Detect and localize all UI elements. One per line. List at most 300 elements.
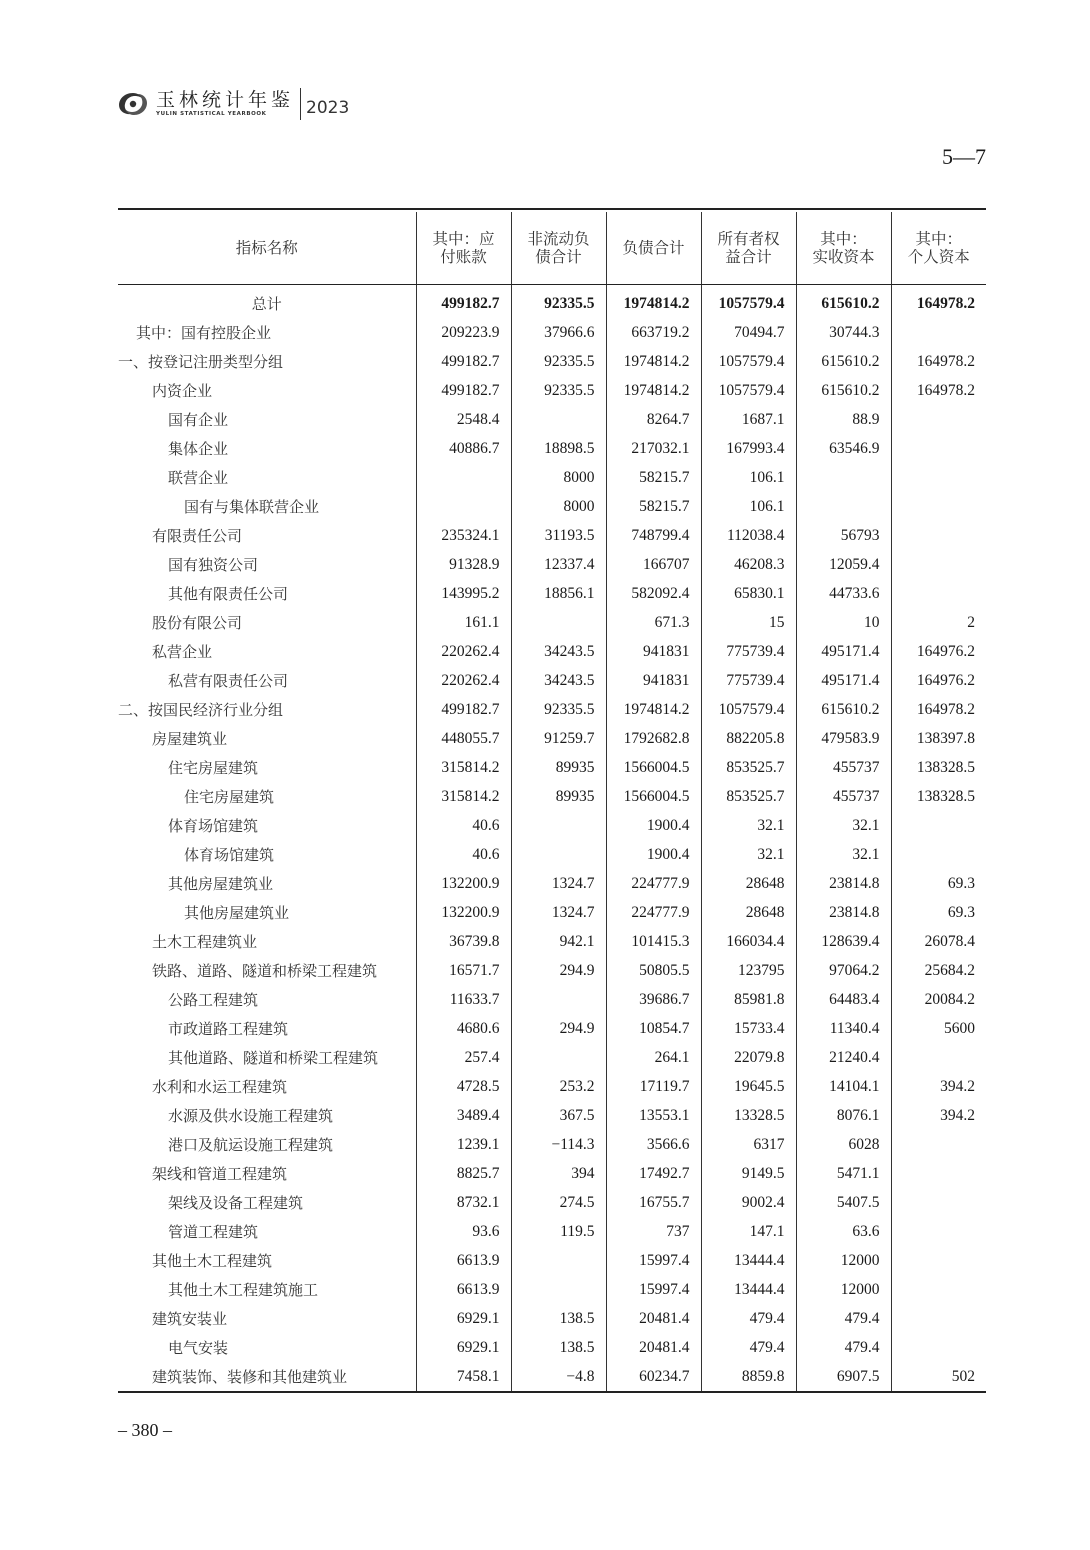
table-row — [118, 956, 986, 985]
cell-value: 60234.7 — [606, 1362, 701, 1392]
yearbook-year: 2023 — [306, 98, 350, 118]
cell-value: 499182.7 — [416, 695, 511, 724]
cell-value: 92335.5 — [511, 285, 606, 319]
table-row — [118, 724, 986, 753]
table-header-row — [118, 212, 986, 285]
cell-value: 106.1 — [701, 492, 796, 521]
cell-value: 128639.4 — [796, 927, 891, 956]
cell-value: 1974814.2 — [606, 285, 701, 319]
cell-value: 5600 — [891, 1014, 986, 1043]
cell-value: 138328.5 — [891, 753, 986, 782]
cell-value: 15 — [701, 608, 796, 637]
cell-value: 1900.4 — [606, 811, 701, 840]
column-header-line: 付账款 — [440, 248, 487, 266]
cell-value: 20084.2 — [891, 985, 986, 1014]
cell-value: 2548.4 — [416, 405, 511, 434]
cell-value: 164976.2 — [891, 666, 986, 695]
row-label: 股份有限公司 — [152, 614, 243, 632]
cell-value: 6317 — [701, 1130, 796, 1159]
cell-value: 20481.4 — [606, 1333, 701, 1362]
cell-value — [891, 463, 986, 492]
table-row — [118, 1159, 986, 1188]
cell-value: 88.9 — [796, 405, 891, 434]
table-row — [118, 666, 986, 695]
cell-value: 32.1 — [796, 840, 891, 869]
cell-value: 132200.9 — [416, 898, 511, 927]
cell-value: 9149.5 — [701, 1159, 796, 1188]
cell-value: 36739.8 — [416, 927, 511, 956]
cell-value: 15997.4 — [606, 1275, 701, 1304]
cell-value: 1687.1 — [701, 405, 796, 434]
cell-value: 138.5 — [511, 1333, 606, 1362]
row-label: 其他土木工程建筑施工 — [168, 1281, 319, 1299]
cell-value — [891, 1275, 986, 1304]
cell-value: 15733.4 — [701, 1014, 796, 1043]
cell-value: 16755.7 — [606, 1188, 701, 1217]
cell-value: 64483.4 — [796, 985, 891, 1014]
cell-value: 21240.4 — [796, 1043, 891, 1072]
cell-value: 3489.4 — [416, 1101, 511, 1130]
cell-value: −114.3 — [511, 1130, 606, 1159]
column-header-line: 其中： — [915, 230, 962, 248]
cell-value: 18856.1 — [511, 579, 606, 608]
cell-value: 8825.7 — [416, 1159, 511, 1188]
cell-value: 6028 — [796, 1130, 891, 1159]
row-label: 水利和水运工程建筑 — [152, 1078, 288, 1096]
table-row — [118, 318, 986, 347]
cell-value: 4680.6 — [416, 1014, 511, 1043]
cell-value: 23814.8 — [796, 869, 891, 898]
cell-value: 34243.5 — [511, 637, 606, 666]
cell-value: 294.9 — [511, 1014, 606, 1043]
cell-value: 40.6 — [416, 811, 511, 840]
table-row — [118, 463, 986, 492]
row-label: 总计 — [251, 295, 282, 313]
cell-value: 22079.8 — [701, 1043, 796, 1072]
cell-value: 39686.7 — [606, 985, 701, 1014]
cell-value: 1792682.8 — [606, 724, 701, 753]
cell-value: 671.3 — [606, 608, 701, 637]
cell-value — [891, 1159, 986, 1188]
table-row — [118, 1217, 986, 1246]
cell-value — [511, 840, 606, 869]
cell-value — [891, 434, 986, 463]
yearbook-title: 玉林统计年鉴 — [156, 89, 295, 111]
cell-value — [416, 492, 511, 521]
cell-value: 34243.5 — [511, 666, 606, 695]
cell-value: 138397.8 — [891, 724, 986, 753]
cell-value: 13553.1 — [606, 1101, 701, 1130]
table-row — [118, 434, 986, 463]
cell-value: 166707 — [606, 550, 701, 579]
cell-value — [511, 1275, 606, 1304]
cell-value: 6929.1 — [416, 1304, 511, 1333]
cell-value: 132200.9 — [416, 869, 511, 898]
table-row — [118, 608, 986, 637]
cell-value: 217032.1 — [606, 434, 701, 463]
row-label: 二、按国民经济行业分组 — [118, 701, 284, 719]
cell-value: 748799.4 — [606, 521, 701, 550]
page-number: – 380 – — [118, 1420, 172, 1440]
cell-value — [511, 985, 606, 1014]
column-header — [701, 212, 796, 285]
cell-value: 224777.9 — [606, 898, 701, 927]
cell-value: 1239.1 — [416, 1130, 511, 1159]
yearbook-logo-icon — [116, 89, 150, 119]
cell-value: 164976.2 — [891, 637, 986, 666]
cell-value: 775739.4 — [701, 666, 796, 695]
column-header-line: 负债合计 — [622, 239, 685, 257]
table-row — [118, 637, 986, 666]
column-header-line: 其中：应 — [432, 230, 495, 248]
statistics-table — [118, 208, 986, 1393]
column-header-line: 非流动负 — [527, 230, 590, 248]
cell-value: 775739.4 — [701, 637, 796, 666]
cell-value: 853525.7 — [701, 782, 796, 811]
table-row — [118, 695, 986, 724]
table-row — [118, 376, 986, 405]
cell-value: 26078.4 — [891, 927, 986, 956]
cell-value: 495171.4 — [796, 666, 891, 695]
cell-value: 164978.2 — [891, 376, 986, 405]
row-label: 港口及航运设施工程建筑 — [168, 1136, 334, 1154]
row-label: 集体企业 — [168, 440, 229, 458]
statistics-table-wrap — [118, 208, 986, 1393]
table-row — [118, 927, 986, 956]
page-header — [116, 86, 349, 122]
column-header-line: 债合计 — [535, 248, 582, 266]
cell-value: 106.1 — [701, 463, 796, 492]
cell-value: 28648 — [701, 898, 796, 927]
table-row — [118, 1275, 986, 1304]
cell-value: 294.9 — [511, 956, 606, 985]
cell-value: 93.6 — [416, 1217, 511, 1246]
column-header — [416, 212, 511, 285]
column-header — [606, 212, 701, 285]
cell-value: 40.6 — [416, 840, 511, 869]
cell-value: 274.5 — [511, 1188, 606, 1217]
cell-value: 13444.4 — [701, 1275, 796, 1304]
table-row — [118, 521, 986, 550]
cell-value: 1057579.4 — [701, 695, 796, 724]
row-label: 私营有限责任公司 — [168, 672, 289, 690]
row-label: 电气安装 — [168, 1339, 229, 1357]
table-row — [118, 405, 986, 434]
yearbook-brand — [156, 88, 301, 120]
cell-value: 615610.2 — [796, 695, 891, 724]
column-header-name — [118, 212, 416, 285]
cell-value: 315814.2 — [416, 753, 511, 782]
cell-value: 92335.5 — [511, 695, 606, 724]
cell-value: 479583.9 — [796, 724, 891, 753]
cell-value: 3566.6 — [606, 1130, 701, 1159]
cell-value: 50805.5 — [606, 956, 701, 985]
cell-value: 1900.4 — [606, 840, 701, 869]
cell-value — [891, 579, 986, 608]
cell-value: 6929.1 — [416, 1333, 511, 1362]
cell-value: 32.1 — [701, 811, 796, 840]
table-row — [118, 492, 986, 521]
cell-value: 10 — [796, 608, 891, 637]
row-label: 一、按登记注册类型分组 — [118, 353, 284, 371]
cell-value: 9002.4 — [701, 1188, 796, 1217]
cell-value — [891, 1043, 986, 1072]
cell-value: 13444.4 — [701, 1246, 796, 1275]
cell-value: 1566004.5 — [606, 782, 701, 811]
cell-value: 18898.5 — [511, 434, 606, 463]
cell-value: 14104.1 — [796, 1072, 891, 1101]
cell-value: 12059.4 — [796, 550, 891, 579]
cell-value: 1324.7 — [511, 898, 606, 927]
cell-value: 455737 — [796, 753, 891, 782]
cell-value: 257.4 — [416, 1043, 511, 1072]
cell-value: 143995.2 — [416, 579, 511, 608]
row-label: 其他土木工程建筑 — [152, 1252, 273, 1270]
cell-value: 92335.5 — [511, 347, 606, 376]
cell-value: 663719.2 — [606, 318, 701, 347]
column-header-line: 个人资本 — [907, 248, 970, 266]
cell-value: 448055.7 — [416, 724, 511, 753]
cell-value: 13328.5 — [701, 1101, 796, 1130]
cell-value: 1057579.4 — [701, 347, 796, 376]
cell-value: 2 — [891, 608, 986, 637]
cell-value: 7458.1 — [416, 1362, 511, 1392]
cell-value: 209223.9 — [416, 318, 511, 347]
cell-value: 264.1 — [606, 1043, 701, 1072]
row-label: 体育场馆建筑 — [168, 817, 259, 835]
cell-value: 147.1 — [701, 1217, 796, 1246]
cell-value — [891, 1130, 986, 1159]
row-label: 水源及供水设施工程建筑 — [168, 1107, 334, 1125]
cell-value: 253.2 — [511, 1072, 606, 1101]
cell-value — [891, 840, 986, 869]
cell-value: 70494.7 — [701, 318, 796, 347]
row-label: 其他有限责任公司 — [168, 585, 289, 603]
cell-value: 12000 — [796, 1246, 891, 1275]
yearbook-title-en: YULIN STATISTICAL YEARBOOK — [156, 111, 267, 117]
cell-value: 499182.7 — [416, 376, 511, 405]
row-label: 公路工程建筑 — [168, 991, 259, 1009]
cell-value: 32.1 — [796, 811, 891, 840]
table-row — [118, 1246, 986, 1275]
cell-value: 1057579.4 — [701, 285, 796, 319]
cell-value: 164978.2 — [891, 285, 986, 319]
cell-value: 4728.5 — [416, 1072, 511, 1101]
cell-value: 615610.2 — [796, 285, 891, 319]
cell-value: 8076.1 — [796, 1101, 891, 1130]
cell-value: 853525.7 — [701, 753, 796, 782]
cell-value — [891, 492, 986, 521]
table-row — [118, 985, 986, 1014]
cell-value: 8732.1 — [416, 1188, 511, 1217]
cell-value — [891, 1217, 986, 1246]
table-row — [118, 753, 986, 782]
table-number: 5—7 — [942, 144, 986, 169]
row-label: 管道工程建筑 — [168, 1223, 259, 1241]
cell-value — [891, 405, 986, 434]
row-label: 铁路、道路、隧道和桥梁工程建筑 — [152, 962, 378, 980]
row-label: 其他道路、隧道和桥梁工程建筑 — [168, 1049, 379, 1067]
cell-value: 10854.7 — [606, 1014, 701, 1043]
cell-value — [511, 1246, 606, 1275]
row-label: 建筑装饰、装修和其他建筑业 — [118, 1362, 416, 1392]
table-row — [118, 550, 986, 579]
column-header-line: 实收资本 — [812, 248, 875, 266]
cell-value: 123795 — [701, 956, 796, 985]
cell-value: 92335.5 — [511, 376, 606, 405]
column-header-line: 指标名称 — [235, 239, 298, 257]
table-row — [118, 1014, 986, 1043]
column-header — [511, 212, 606, 285]
cell-value: 89935 — [511, 753, 606, 782]
cell-value — [891, 318, 986, 347]
cell-value: 164978.2 — [891, 695, 986, 724]
cell-value: 85981.8 — [701, 985, 796, 1014]
cell-value: 499182.7 — [416, 347, 511, 376]
column-header-line: 其中： — [820, 230, 867, 248]
cell-value: 28648 — [701, 869, 796, 898]
cell-value: 367.5 — [511, 1101, 606, 1130]
row-label: 建筑安装业 — [152, 1310, 228, 1328]
cell-value — [891, 550, 986, 579]
cell-value: −4.8 — [511, 1362, 606, 1392]
table-row — [118, 1304, 986, 1333]
table-body — [118, 285, 986, 1393]
cell-value: 479.4 — [796, 1304, 891, 1333]
row-label: 体育场馆建筑 — [184, 846, 275, 864]
row-label: 国有独资公司 — [168, 556, 259, 574]
row-label: 市政道路工程建筑 — [168, 1020, 289, 1038]
table-row — [118, 1043, 986, 1072]
column-header — [891, 212, 986, 285]
table-row — [118, 579, 986, 608]
cell-value: 12000 — [796, 1275, 891, 1304]
cell-value: 58215.7 — [606, 492, 701, 521]
cell-value: 495171.4 — [796, 637, 891, 666]
cell-value: 12337.4 — [511, 550, 606, 579]
row-label: 有限责任公司 — [152, 527, 243, 545]
cell-value: 30744.3 — [796, 318, 891, 347]
row-label: 私营企业 — [152, 643, 213, 661]
cell-value: 615610.2 — [796, 376, 891, 405]
cell-value: 31193.5 — [511, 521, 606, 550]
cell-value: 63.6 — [796, 1217, 891, 1246]
cell-value: 882205.8 — [701, 724, 796, 753]
cell-value — [796, 463, 891, 492]
table-row — [118, 347, 986, 376]
cell-value: 582092.4 — [606, 579, 701, 608]
cell-value: 112038.4 — [701, 521, 796, 550]
row-label: 住宅房屋建筑 — [184, 788, 275, 806]
cell-value — [511, 608, 606, 637]
cell-value: 46208.3 — [701, 550, 796, 579]
row-label: 国有企业 — [168, 411, 229, 429]
cell-value: 8264.7 — [606, 405, 701, 434]
cell-value: 455737 — [796, 782, 891, 811]
row-label: 内资企业 — [152, 382, 213, 400]
cell-value — [511, 1043, 606, 1072]
cell-value: 69.3 — [891, 898, 986, 927]
column-header-line: 益合计 — [725, 248, 772, 266]
cell-value: 1974814.2 — [606, 347, 701, 376]
row-label: 其中：国有控股企业 — [136, 324, 272, 342]
row-label: 房屋建筑业 — [152, 730, 228, 748]
table-row — [118, 840, 986, 869]
cell-value: 25684.2 — [891, 956, 986, 985]
cell-value: 6907.5 — [796, 1362, 891, 1392]
cell-value: 394.2 — [891, 1101, 986, 1130]
row-label: 国有与集体联营企业 — [184, 498, 320, 516]
cell-value: 1974814.2 — [606, 376, 701, 405]
cell-value — [891, 521, 986, 550]
row-label: 架线及设备工程建筑 — [168, 1194, 304, 1212]
cell-value: 941831 — [606, 666, 701, 695]
cell-value: 479.4 — [796, 1333, 891, 1362]
row-label: 架线和管道工程建筑 — [152, 1165, 288, 1183]
cell-value: 11340.4 — [796, 1014, 891, 1043]
cell-value — [796, 492, 891, 521]
cell-value — [891, 811, 986, 840]
cell-value: 17492.7 — [606, 1159, 701, 1188]
cell-value: 16571.7 — [416, 956, 511, 985]
cell-value: 1566004.5 — [606, 753, 701, 782]
cell-value: 15997.4 — [606, 1246, 701, 1275]
cell-value: 1324.7 — [511, 869, 606, 898]
cell-value: 220262.4 — [416, 666, 511, 695]
cell-value: 101415.3 — [606, 927, 701, 956]
row-label: 土木工程建筑业 — [152, 933, 258, 951]
cell-value: 44733.6 — [796, 579, 891, 608]
table-row — [118, 811, 986, 840]
cell-value: 37966.6 — [511, 318, 606, 347]
table-row — [118, 898, 986, 927]
cell-value: 40886.7 — [416, 434, 511, 463]
cell-value: 615610.2 — [796, 347, 891, 376]
cell-value: 138.5 — [511, 1304, 606, 1333]
cell-value — [416, 463, 511, 492]
cell-value: 499182.7 — [416, 285, 511, 319]
cell-value: 69.3 — [891, 869, 986, 898]
cell-value: 8000 — [511, 463, 606, 492]
cell-value: 32.1 — [701, 840, 796, 869]
cell-value — [891, 1333, 986, 1362]
table-row — [118, 782, 986, 811]
cell-value: 63546.9 — [796, 434, 891, 463]
cell-value — [891, 1188, 986, 1217]
cell-value: 89935 — [511, 782, 606, 811]
table-row — [118, 1333, 986, 1362]
cell-value: 394.2 — [891, 1072, 986, 1101]
cell-value: 11633.7 — [416, 985, 511, 1014]
table-row — [118, 1362, 986, 1392]
row-label: 其他房屋建筑业 — [184, 904, 290, 922]
cell-value — [511, 811, 606, 840]
cell-value: 479.4 — [701, 1304, 796, 1333]
column-header — [796, 212, 891, 285]
cell-value: 17119.7 — [606, 1072, 701, 1101]
cell-value: 91259.7 — [511, 724, 606, 753]
cell-value: 479.4 — [701, 1333, 796, 1362]
table-row — [118, 1072, 986, 1101]
cell-value — [891, 1246, 986, 1275]
cell-value: 5407.5 — [796, 1188, 891, 1217]
cell-value: 941831 — [606, 637, 701, 666]
cell-value — [511, 405, 606, 434]
cell-value: 8000 — [511, 492, 606, 521]
cell-value: 220262.4 — [416, 637, 511, 666]
cell-value: 502 — [891, 1362, 986, 1392]
row-label: 住宅房屋建筑 — [168, 759, 259, 777]
